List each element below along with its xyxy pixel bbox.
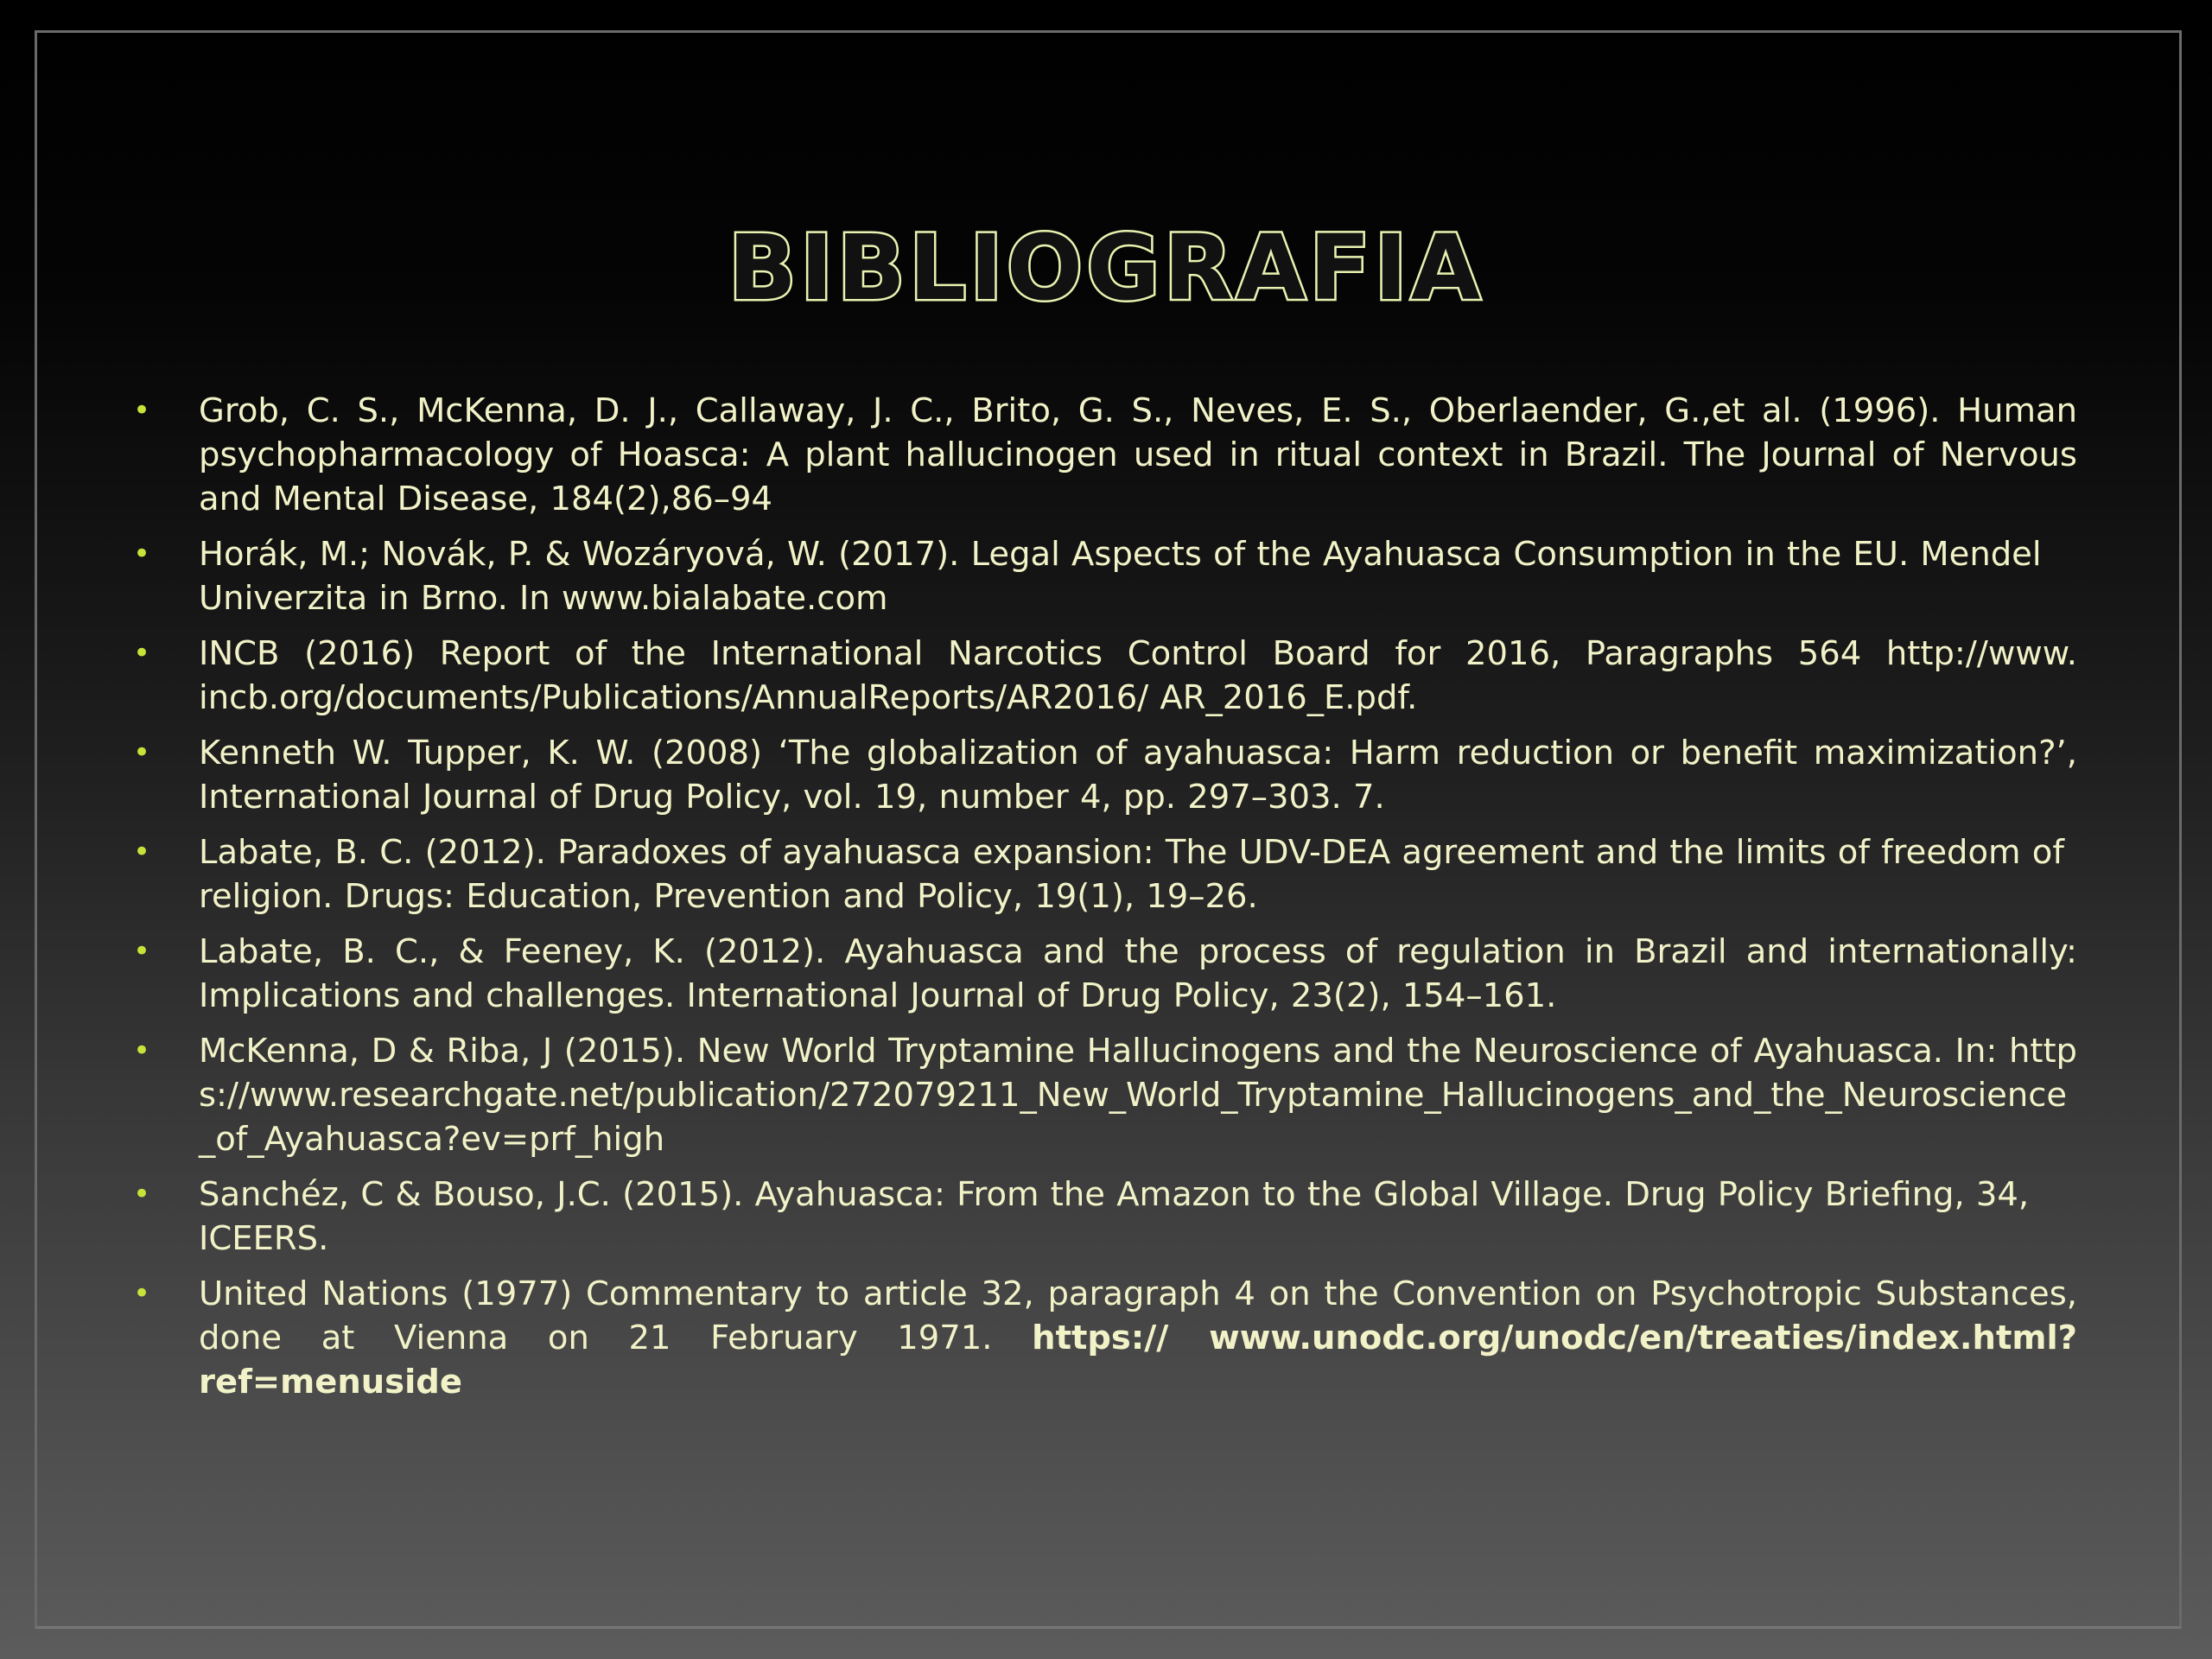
reference-item (130, 1173, 2077, 1261)
reference-link[interactable]: https:// www.unodc.org/unodc/en/treaties/index.html?ref=menuside (199, 1319, 2078, 1402)
bullet-icon: • (133, 835, 151, 869)
bullet-icon: • (133, 934, 151, 969)
reference-item (130, 930, 2077, 1018)
reference-text: Sanchéz, C & Bouso, J.C. (2015). Ayahuasca: From the Amazon to the Global Village. Drug Policy Briefing, 34, ICEERS. (199, 1175, 2030, 1258)
reference-list (130, 389, 2077, 1415)
reference-item (130, 830, 2077, 918)
reference-text: INCB (2016) Report of the International Narcotics Control Board for 2016, Paragraphs 564 http://www. incb.org/documents/Publications/AnnualReports/AR2016/ AR_2016_E.pdf. (199, 634, 2077, 717)
reference-item (130, 1272, 2077, 1404)
reference-item (130, 1029, 2077, 1161)
reference-text: Labate, B. C., & Feeney, K. (2012). Ayahuasca and the process of regulation in Brazil and internationally: Implications and challenges. International Journal of Drug Policy, 23(2), 154–161. (199, 932, 2077, 1015)
reference-text: Horák, M.; Novák, P. & Wozáryová, W. (2017). Legal Aspects of the Ayahuasca Consumption in the EU. Mendel Univerzita in Brno. In www.bialabate.com (199, 535, 2042, 618)
reference-text: Kenneth W. Tupper, K. W. (2008) ‘The globalization of ayahuasca: Harm reduction or benefit maximization?’, International Journal of Drug Policy, vol. 19, number 4, pp. 297–303. 7. (199, 734, 2077, 817)
slide-title: BIBLIOGRAFIA (728, 215, 1484, 321)
reference-item (130, 532, 2077, 620)
reference-text: McKenna, D & Riba, J (2015). New World Tryptamine Hallucinogens and the Neuroscience of Ayahuasca. In: https://www.researchgate.net/publication/272079211_New_World_Tryptamine_Hallucinogens_and_the_Neuroscience_of_Ayahuasca?ev=prf_high (199, 1032, 2077, 1159)
bullet-icon: • (133, 1276, 151, 1311)
reference-text: United Nations (1977) Commentary to article 32, paragraph 4 on the Convention on Psychotropic Substances, done at Vienna on 21 February 1971. (199, 1274, 2077, 1357)
bullet-icon: • (133, 735, 151, 770)
bullet-icon: • (133, 537, 151, 571)
bullet-icon: • (133, 1033, 151, 1068)
reference-item (130, 632, 2077, 720)
reference-text: Labate, B. C. (2012). Paradoxes of ayahuasca expansion: The UDV-DEA agreement and the limits of freedom of religion. Drugs: Education, Prevention and Policy, 19(1), 19–26. (199, 833, 2064, 916)
bullet-icon: • (133, 393, 151, 428)
reference-text: Grob, C. S., McKenna, D. J., Callaway, J. C., Brito, G. S., Neves, E. S., Oberlaender, G.,et al. (1996). Human psychopharmacology of Hoasca: A plant hallucinogen used in ritual context in Brazil. The Journal of Nervous and Mental Disease, 184(2),86–94 (199, 391, 2077, 518)
bullet-icon: • (133, 1177, 151, 1211)
reference-item (130, 389, 2077, 521)
reference-item (130, 731, 2077, 819)
bullet-icon: • (133, 636, 151, 671)
